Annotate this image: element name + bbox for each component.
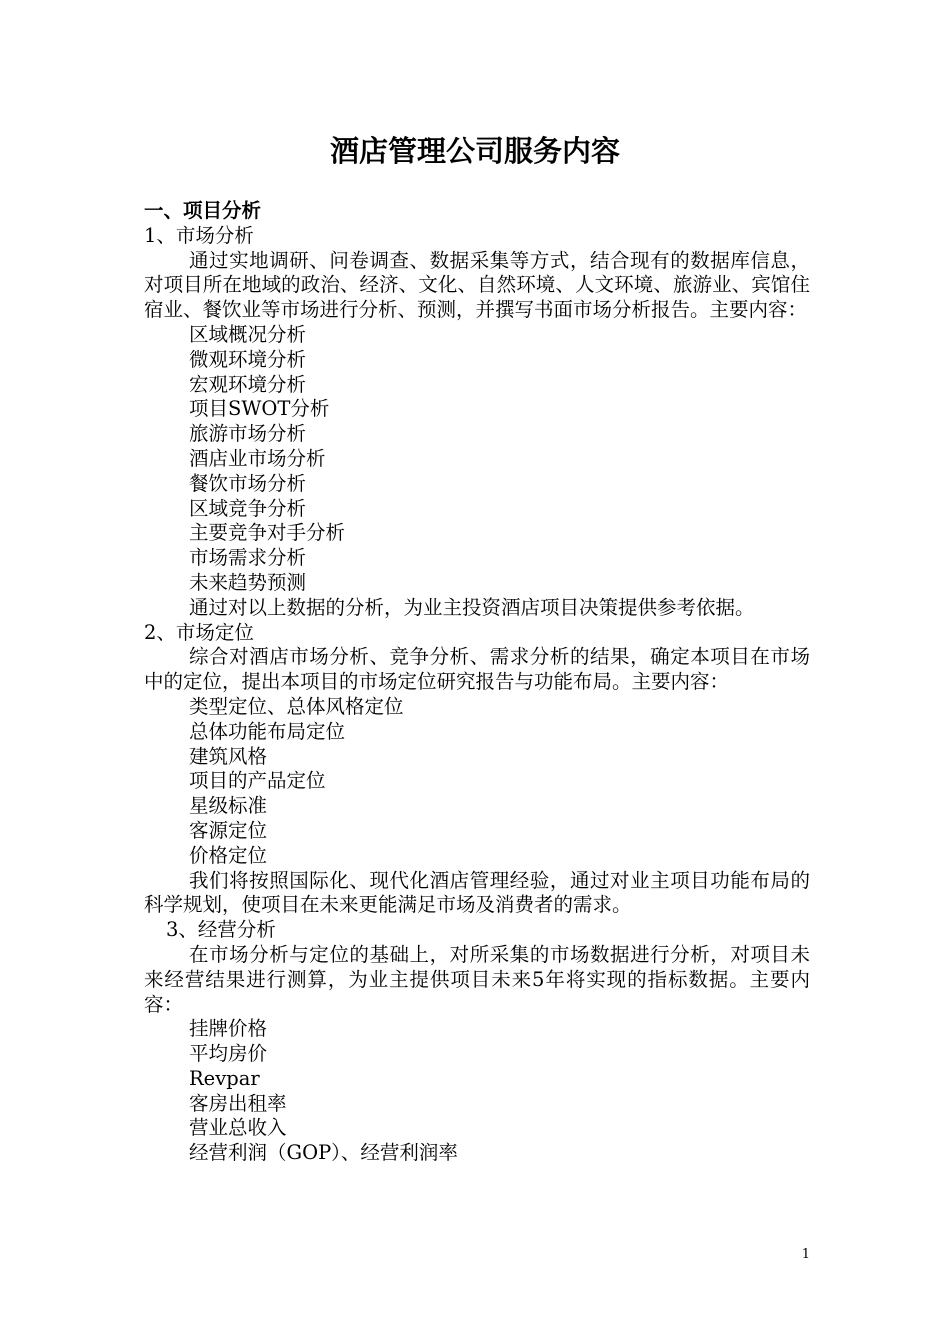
list-item: 项目的产品定位: [189, 769, 326, 793]
document-title: 酒店管理公司服务内容: [329, 134, 620, 168]
list-item: 市场需求分析: [189, 546, 307, 570]
list-item: 建筑风格: [189, 744, 268, 768]
list-item: 旅游市场分析: [189, 422, 307, 446]
list-item: 餐饮市场分析: [189, 471, 307, 495]
list-item: 客源定位: [189, 818, 268, 842]
list-item: 平均房价: [189, 1042, 268, 1066]
list-item: 项目SWOT分析: [189, 397, 330, 421]
page-number: 1: [801, 1247, 810, 1262]
list-item: 宏观环境分析: [189, 372, 307, 396]
list-item: 客房出租率: [189, 1091, 287, 1115]
list-item: 总体功能布局定位: [189, 719, 346, 743]
subsection-heading-operation-analysis: 3、经营分析: [166, 918, 276, 942]
paragraph-market-positioning: 综合对酒店市场分析、竞争分析、需求分析的结果，确定本项目在市场中的定位，提出本项目的市场定位研究报告与功能布局。主要内容：: [144, 645, 810, 694]
list-item: 营业总收入: [189, 1116, 287, 1140]
list-item: 区域概况分析: [189, 322, 307, 346]
list-item: 未来趋势预测: [189, 570, 307, 594]
list-item: 酒店业市场分析: [189, 446, 326, 470]
list-item: 挂牌价格: [189, 1017, 268, 1041]
paragraph-operation-analysis: 在市场分析与定位的基础上，对所采集的市场数据进行分析，对项目未来经营结果进行测算，为业主提供项目未来5年将实现的指标数据。主要内容：: [144, 942, 810, 1016]
list-item: 类型定位、总体风格定位: [189, 694, 404, 718]
section-heading: 一、项目分析: [144, 199, 262, 222]
paragraph-market-analysis: 通过实地调研、问卷调查、数据采集等方式，结合现有的数据库信息，对项目所在地域的政治、经济、文化、自然环境、人文环境、旅游业、宾馆住宿业、餐饮业等市场进行分析、预测，并撰写书面市场分析报告。主要内容：: [144, 248, 810, 322]
subsection-heading-market-analysis: 1、市场分析: [144, 223, 254, 247]
list-item: 微观环境分析: [189, 347, 307, 371]
document-body: [144, 199, 810, 1166]
paragraph-market-analysis-conclusion: 通过对以上数据的分析，为业主投资酒店项目决策提供参考依据。: [189, 595, 755, 619]
list-item: 星级标准: [189, 794, 268, 818]
subsection-heading-market-positioning: 2、市场定位: [144, 620, 254, 644]
list-item: 价格定位: [189, 843, 268, 867]
list-item: 主要竞争对手分析: [189, 521, 346, 545]
list-item: 经营利润（GOP）、经营利润率: [189, 1141, 458, 1165]
paragraph-market-positioning-conclusion: 我们将按照国际化、现代化酒店管理经验，通过对业主项目功能布局的科学规划，使项目在未来更能满足市场及消费者的需求。: [144, 868, 810, 917]
list-item: 区域竞争分析: [189, 496, 307, 520]
list-item: Revpar: [189, 1066, 260, 1090]
